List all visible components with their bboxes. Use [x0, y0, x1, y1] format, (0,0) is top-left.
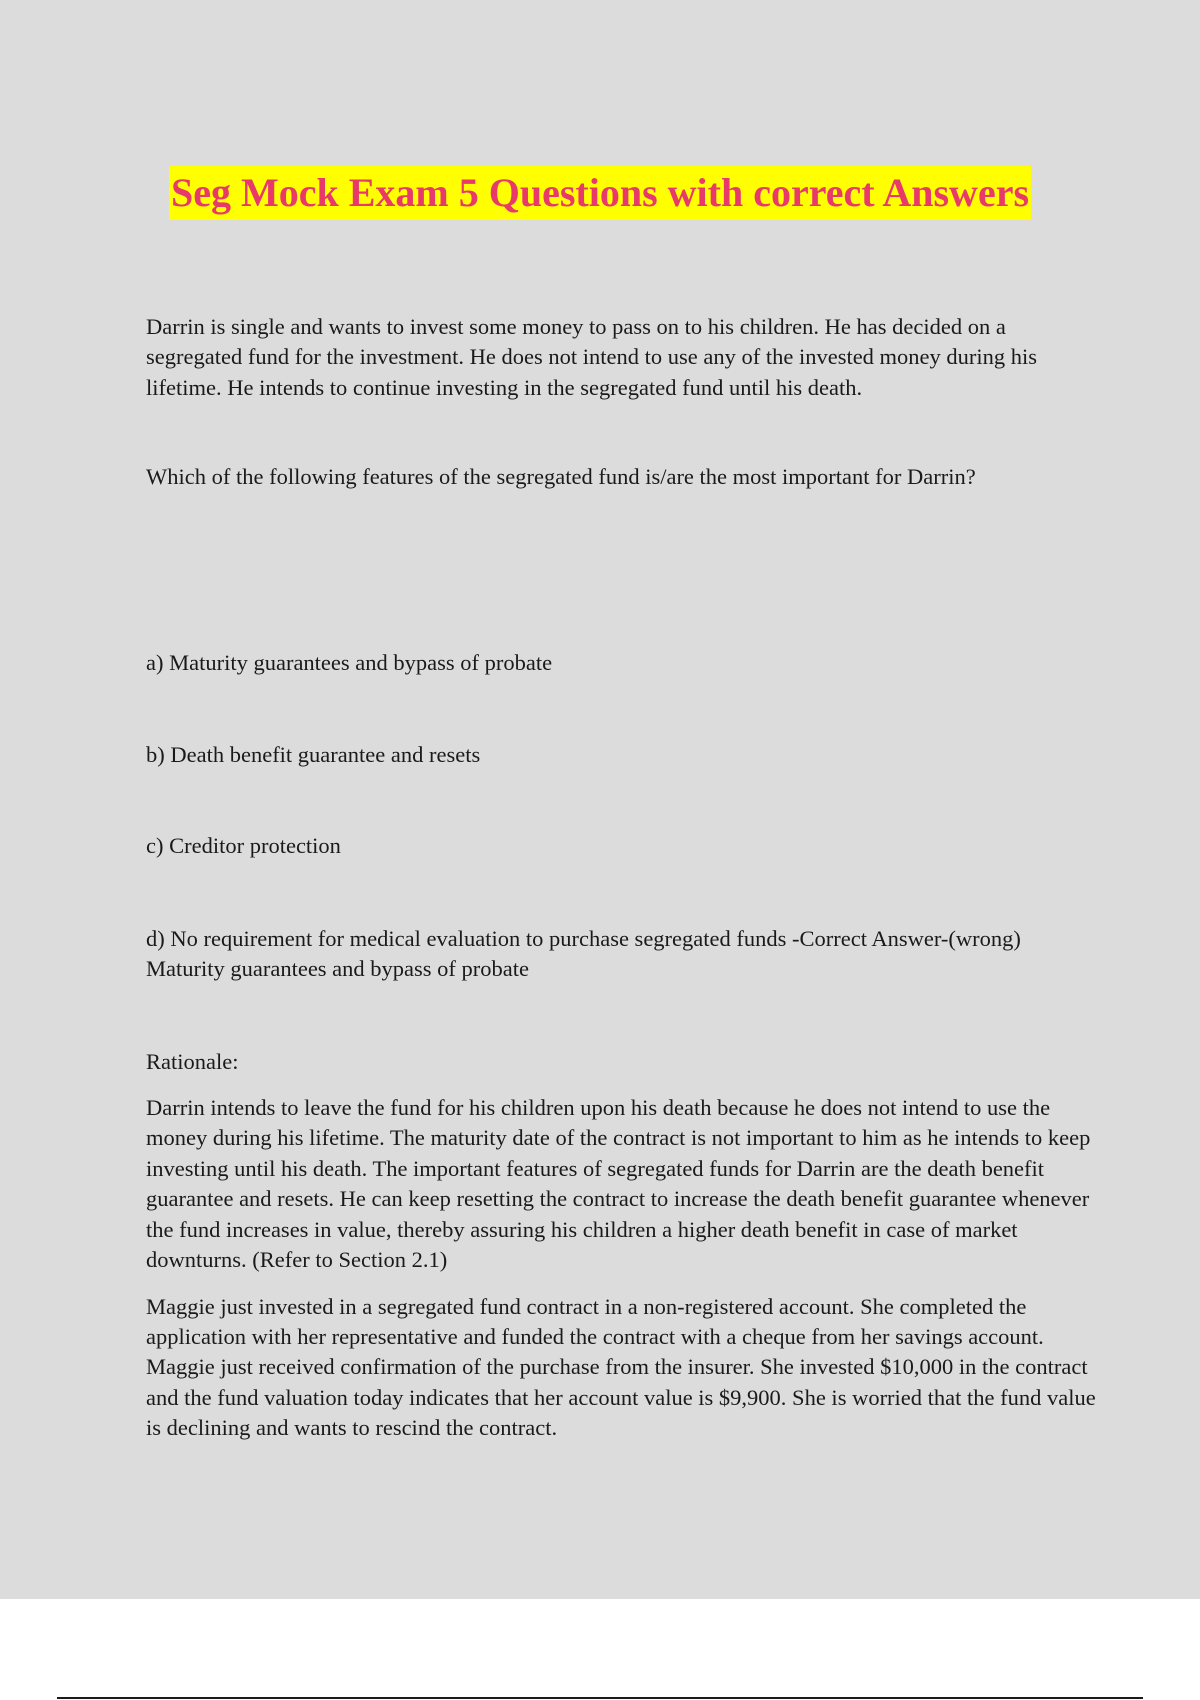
option-c: c) Creditor protection: [146, 833, 341, 859]
option-b: b) Death benefit guarantee and resets: [146, 742, 481, 768]
next-question-intro: Maggie just invested in a segregated fund contract in a non-registered account. She completed the application with her representative and funded the contract with a cheque from her savings account. Maggie just received confirmation of the purchase from the insurer. She invested $10,000 in the contract and the fund valuation today indicates that her account value is $9,900. She is worried that the fund value is declining and wants to rescind the contract.: [146, 1293, 1096, 1441]
document-title: Seg Mock Exam 5 Questions with correct Answers: [169, 166, 1031, 220]
question-intro: Darrin is single and wants to invest some money to pass on to his children. He has decided on a segregated fund for the investment. He does not intend to use any of the invested money during his lifetime. He intends to continue investing in the segregated fund until his death.: [146, 314, 1038, 400]
rationale-text: Darrin intends to leave the fund for his children upon his death because he does not intend to use the money during his lifetime. The maturity date of the contract is not important to him as he intends to keep investing until his death. The important features of segregated funds for Darrin are the death benefit guarantee and resets. He can keep resetting the contract to increase the death benefit guarantee whenever the fund increases in value, thereby assuring his children a higher death benefit in case of market downturns. (Refer to Section 2.1): [146, 1095, 1091, 1273]
title-container: [0, 166, 1200, 220]
footer-divider: [57, 1697, 1143, 1699]
document-body: [146, 312, 1096, 1444]
option-d: d) No requirement for medical evaluation to purchase segregated funds -Correct Answer-(wrong) Maturity guarantees and bypass of probate: [146, 925, 1021, 982]
rationale-label: Rationale:: [146, 1048, 239, 1074]
option-a: a) Maturity guarantees and bypass of probate: [146, 649, 553, 675]
question-prompt: Which of the following features of the segregated fund is/are the most important for Darrin?: [146, 464, 976, 490]
